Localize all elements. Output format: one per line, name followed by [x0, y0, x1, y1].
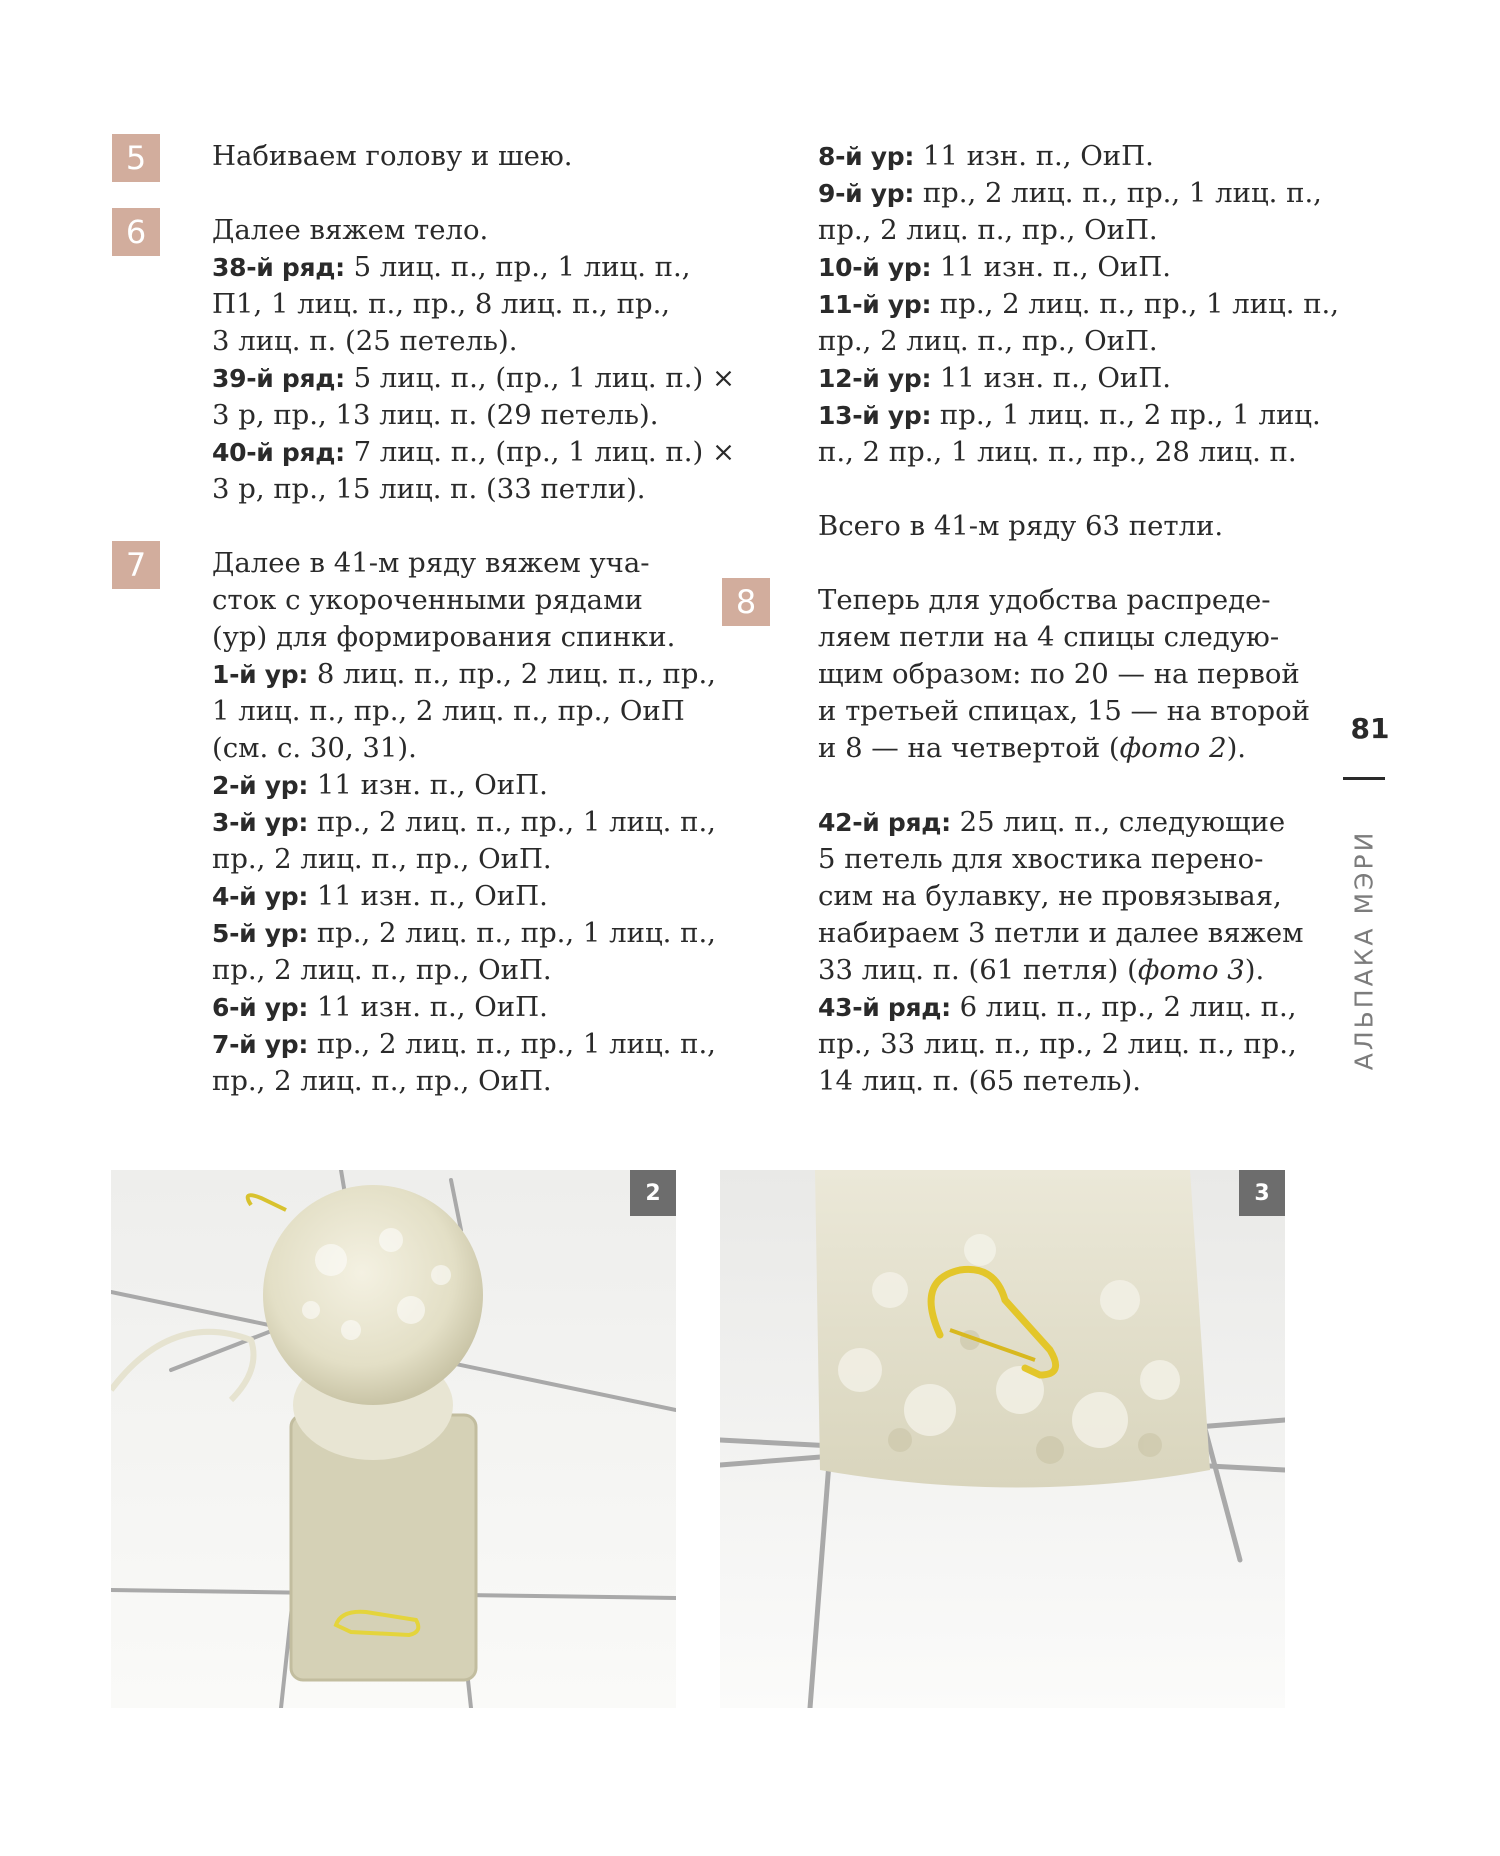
- text-line: [818, 989, 1298, 1026]
- row-text: 11 изн. п., ОиП.: [914, 140, 1154, 172]
- row-text: пр., 33 лиц. п., пр., 2 лиц. п., пр.,: [818, 1028, 1297, 1060]
- text-line: [818, 434, 1298, 471]
- row-text: пр., 2 лиц. п., пр., 1 лиц. п.,: [931, 288, 1340, 320]
- step-text: [818, 508, 1298, 545]
- row-text: и третьей спицах, 15 — на второй: [818, 695, 1311, 727]
- row-label: 42-й ряд:: [818, 808, 951, 837]
- step-8: [735, 582, 1311, 767]
- row-label: 11-й ур:: [818, 290, 932, 319]
- row-label: 2-й ур:: [212, 771, 309, 800]
- text-line: [818, 397, 1321, 434]
- row-text: 11 изн. п., ОиП.: [308, 991, 548, 1023]
- text-line: [212, 286, 692, 323]
- row-label: 43-й ряд:: [818, 993, 951, 1022]
- step-number-badge: 7: [112, 541, 160, 589]
- step-text: [212, 212, 735, 508]
- photo-3: [720, 1170, 1285, 1708]
- text-line: [212, 656, 716, 693]
- text-line: [818, 582, 1298, 619]
- text-line: [818, 619, 1298, 656]
- text-line: [818, 952, 1298, 989]
- row-text: пр., 2 лиц. п., пр., ОиП.: [212, 1065, 552, 1097]
- row-text: 11 изн. п., ОиП.: [931, 251, 1171, 283]
- row-text: ляем петли на 4 спицы следую-: [818, 621, 1280, 653]
- step-text: [818, 138, 1340, 471]
- text-line: [818, 804, 1298, 841]
- row-text: пр., 2 лиц. п., пр., ОиП.: [818, 325, 1158, 357]
- text-line: [212, 915, 716, 952]
- row-text: 11 изн. п., ОиП.: [931, 362, 1171, 394]
- row-label: 4-й ур:: [212, 882, 309, 911]
- text-line: [818, 138, 1298, 175]
- row-label: 7-й ур:: [212, 1030, 309, 1059]
- row-label: 39-й ряд:: [212, 364, 345, 393]
- text-line: [212, 582, 692, 619]
- row-text: пр., 2 лиц. п., пр., ОиП.: [818, 214, 1158, 246]
- row-label: 5-й ур:: [212, 919, 309, 948]
- text-line: [212, 434, 735, 471]
- step-text: [212, 138, 692, 175]
- text-line: [212, 397, 692, 434]
- text-line: [212, 952, 692, 989]
- text-line: [212, 693, 692, 730]
- row-text: 3 р, пр., 15 лиц. п. (33 петли).: [212, 473, 646, 505]
- text-line: [818, 841, 1298, 878]
- row-label: 8-й ур:: [818, 142, 915, 171]
- row-label: 6-й ур:: [212, 993, 309, 1022]
- text-line: [818, 360, 1298, 397]
- row-text: пр., 2 лиц. п., пр., 1 лиц. п.,: [914, 177, 1322, 209]
- row-text: п., 2 пр., 1 лиц. п., пр., 28 лиц. п.: [818, 436, 1297, 468]
- row-text: пр., 2 лиц. п., пр., 1 лиц. п.,: [308, 917, 716, 949]
- step-7-continued: [818, 138, 1340, 471]
- row-text: набираем 3 петли и далее вяжем: [818, 917, 1304, 949]
- text-line: [818, 915, 1304, 952]
- text-line: [212, 323, 692, 360]
- row-text: 5 лиц. п., (пр., 1 лиц. п.) ×: [344, 362, 735, 394]
- text-line: [212, 249, 692, 286]
- photo-number-badge: 3: [1239, 1170, 1285, 1216]
- row-text: (см. с. 30, 31).: [212, 732, 417, 764]
- step-number-badge: 6: [112, 208, 160, 256]
- text-line: [818, 878, 1298, 915]
- text-line: [818, 249, 1298, 286]
- row-text: сток с укороченными рядами: [212, 584, 643, 616]
- text-line: [818, 323, 1298, 360]
- step-8-continued: [818, 804, 1304, 1100]
- text-line: [212, 545, 692, 582]
- right-column: [735, 138, 1340, 1100]
- row-label: 40-й ряд:: [212, 438, 345, 467]
- step-text: [212, 545, 716, 1100]
- row-text: 7 лиц. п., (пр., 1 лиц. п.) ×: [344, 436, 735, 468]
- step-5: [125, 138, 692, 177]
- step-7-summary: [818, 508, 1298, 545]
- text-line: [818, 693, 1311, 730]
- step-text: [818, 804, 1304, 1100]
- text-line: [212, 471, 692, 508]
- row-text: пр., 2 лиц. п., пр., 1 лиц. п.,: [308, 806, 716, 838]
- photo-2: [111, 1170, 676, 1708]
- row-text: Далее вяжем тело.: [212, 214, 489, 246]
- photo-number-badge: 2: [630, 1170, 676, 1216]
- row-text: Далее в 41-м ряду вяжем уча-: [212, 547, 650, 579]
- row-label: 3-й ур:: [212, 808, 309, 837]
- step-text: [818, 582, 1311, 767]
- row-text: Всего в 41-м ряду 63 петли.: [818, 510, 1224, 542]
- row-text: пр., 2 лиц. п., пр., 1 лиц. п.,: [308, 1028, 716, 1060]
- text-line: [212, 767, 692, 804]
- photo-3-illustration: [720, 1170, 1285, 1708]
- row-label: 9-й ур:: [818, 179, 915, 208]
- row-text: 11 изн. п., ОиП.: [308, 880, 548, 912]
- row-text: пр., 1 лиц. п., 2 пр., 1 лиц.: [931, 399, 1321, 431]
- row-text: П1, 1 лиц. п., пр., 8 лиц. п., пр.,: [212, 288, 671, 320]
- row-text: пр., 2 лиц. п., пр., ОиП.: [212, 954, 552, 986]
- text-line: [212, 360, 735, 397]
- step-7: [125, 545, 716, 1100]
- row-text: пр., 2 лиц. п., пр., ОиП.: [212, 843, 552, 875]
- row-text: щим образом: по 20 — на первой: [818, 658, 1300, 690]
- page-number: 81: [1350, 712, 1390, 745]
- text-line: [818, 1063, 1298, 1100]
- text-line: [818, 1026, 1298, 1063]
- row-text: и 8 — на четвертой (: [818, 732, 1120, 764]
- row-text: 3 лиц. п. (25 петель).: [212, 325, 518, 357]
- text-line: [818, 508, 1298, 545]
- row-text: 1 лиц. п., пр., 2 лиц. п., пр., ОиП: [212, 695, 685, 727]
- text-line: [212, 212, 692, 249]
- text-line: [212, 804, 716, 841]
- row-label: 10-й ур:: [818, 253, 932, 282]
- step-6: [125, 212, 735, 508]
- left-column: [125, 138, 735, 1100]
- row-text: (ур) для формирования спинки.: [212, 621, 676, 653]
- text-line: [212, 1026, 716, 1063]
- text-line: [212, 730, 692, 767]
- row-text: 5 лиц. п., пр., 1 лиц. п.,: [344, 251, 691, 283]
- row-text: 33 лиц. п. (61 петля) (: [818, 954, 1138, 986]
- row-text: сим на булавку, не провязывая,: [818, 880, 1282, 912]
- row-label: 38-й ряд:: [212, 253, 345, 282]
- text-line: [818, 286, 1340, 323]
- text-line: [212, 138, 692, 175]
- text-line: [212, 989, 692, 1026]
- photo-reference: фото 2: [1119, 732, 1227, 764]
- step-number-badge: 5: [112, 134, 160, 182]
- text-line: [212, 878, 692, 915]
- text-line: [212, 841, 692, 878]
- row-text: 8 лиц. п., пр., 2 лиц. п., пр.,: [308, 658, 716, 690]
- row-text: 25 лиц. п., следующие: [950, 806, 1286, 838]
- photo-reference: фото 3: [1137, 954, 1245, 986]
- page-number-rule: [1343, 777, 1385, 780]
- text-line: [818, 730, 1298, 767]
- text-line: [212, 619, 692, 656]
- row-text-after: ).: [1226, 732, 1247, 764]
- running-head: АЛЬПАКА МЭРИ: [1349, 829, 1379, 1071]
- text-line: [818, 212, 1298, 249]
- row-text-after: ).: [1244, 954, 1265, 986]
- text-line: [818, 175, 1322, 212]
- row-label: 1-й ур:: [212, 660, 309, 689]
- row-text: 6 лиц. п., пр., 2 лиц. п.,: [950, 991, 1297, 1023]
- photo-2-illustration: [111, 1170, 676, 1708]
- row-text: 5 петель для хвостика перено-: [818, 843, 1264, 875]
- text-line: [818, 656, 1298, 693]
- row-text: Теперь для удобства распреде-: [818, 584, 1271, 616]
- row-text: 3 р, пр., 13 лиц. п. (29 петель).: [212, 399, 659, 431]
- row-text: 14 лиц. п. (65 петель).: [818, 1065, 1141, 1097]
- row-label: 13-й ур:: [818, 401, 932, 430]
- text-line: [212, 1063, 692, 1100]
- row-label: 12-й ур:: [818, 364, 932, 393]
- row-text: Набиваем голову и шею.: [212, 140, 573, 172]
- step-number-badge: 8: [722, 578, 770, 626]
- row-text: 11 изн. п., ОиП.: [308, 769, 548, 801]
